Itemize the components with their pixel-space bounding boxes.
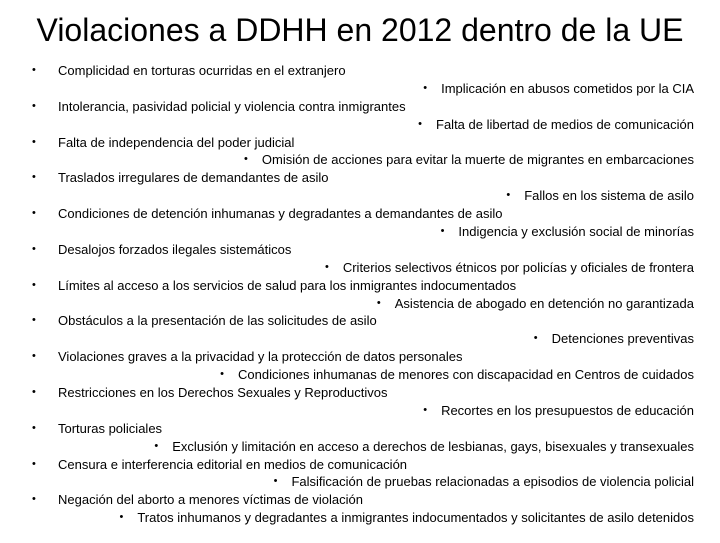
bullet-icon: • [32,242,36,255]
list-item [0,151,720,169]
list-item [0,384,720,402]
list-item [0,330,720,348]
bullet-icon: • [32,314,36,327]
bullet-icon: • [273,475,278,488]
list-item [0,473,720,491]
list-item-text: Condiciones de detención inhumanas y degradantes a demandantes de asilo [58,206,503,222]
list-item-text: Falta de independencia del poder judicial [58,134,295,150]
list-item [0,509,720,527]
list-item-text: Límites al acceso a los servicios de salud para los inmigrantes indocumentados [58,277,517,293]
list-item-text: Tratos inhumanos y degradantes a inmigrantes indocumentados y solicitantes de asilo detenidos [137,510,694,526]
bullet-icon: • [418,117,423,130]
bullet-icon: • [32,278,36,291]
list-item-text: Censura e interferencia editorial en medios de comunicación [58,456,408,472]
bullet-icon: • [440,225,445,238]
bullet-icon: • [506,189,511,202]
list-item [0,241,720,259]
list-item-text: Criterios selectivos étnicos por policías y oficiales de frontera [342,259,694,275]
list-item-text: Restricciones en los Derechos Sexuales y Reproductivos [58,385,388,401]
list-item-text: Condiciones inhumanas de menores con discapacidad en Centros de cuidados [237,367,694,383]
list-item-text: Desalojos forzados ilegales sistemáticos [58,241,292,257]
violations-list [0,62,720,527]
bullet-icon: • [220,368,224,381]
list-item [0,187,720,205]
list-item [0,98,720,116]
list-item-text: Falsificación de pruebas relacionadas a episodios de violencia policial [291,474,694,490]
list-item-text: Torturas policiales [58,420,163,436]
slide-title: Violaciones a DDHH en 2012 dentro de la UE [36,12,684,48]
bullet-icon: • [32,493,36,506]
list-item-text: Complicidad en torturas ocurridas en el extranjero [58,63,346,78]
list-item-text: Recortes en los presupuestos de educación [441,402,694,418]
bullet-icon: • [533,332,538,345]
list-item-text: Obstáculos a la presentación de las solicitudes de asilo [58,313,377,329]
list-item [0,402,720,420]
bullet-icon: • [32,207,36,220]
list-item [0,366,720,384]
bullet-icon: • [423,81,428,94]
list-item [0,456,720,474]
list-item-text: Falta de libertad de medios de comunicación [436,116,694,132]
list-item-text: Violaciones graves a la privacidad y la protección de datos personales [58,349,463,365]
bullet-icon: • [32,421,36,434]
list-item [0,277,720,295]
list-item-text: Detenciones preventivas [551,331,694,347]
list-item-text: Traslados irregulares de demandantes de asilo [58,170,329,186]
list-item [0,491,720,509]
bullet-icon: • [154,439,159,452]
list-item [0,259,720,277]
bullet-icon: • [32,350,36,363]
bullet-icon: • [32,135,36,148]
list-item [0,420,720,438]
bullet-icon: • [32,64,36,76]
list-item [0,134,720,152]
list-item [0,169,720,187]
list-item [0,223,720,241]
list-item [0,62,720,80]
list-item-text: Implicación en abusos cometidos por la CIA [441,80,694,96]
bullet-icon: • [423,403,428,416]
bullet-icon: • [244,153,248,166]
list-item-text: Negación del aborto a menores víctimas de violación [58,492,363,508]
list-item-text: Intolerancia, pasividad policial y violencia contra inmigrantes [58,98,406,114]
list-item [0,295,720,313]
list-item [0,80,720,98]
bullet-icon: • [119,511,124,524]
list-item-text: Asistencia de abogado en detención no garantizada [394,295,694,311]
list-item [0,116,720,134]
list-item [0,438,720,456]
list-item-text: Exclusión y limitación en acceso a derechos de lesbianas, gays, bisexuales y transexuales [172,438,694,454]
list-item [0,205,720,223]
bullet-icon: • [32,99,36,112]
list-item [0,348,720,366]
list-item [0,312,720,330]
list-item-text: Fallos en los sistema de asilo [524,188,694,204]
bullet-icon: • [32,386,36,399]
bullet-icon: • [376,296,381,309]
list-item-text: Indigencia y exclusión social de minorías [458,224,694,240]
bullet-icon: • [324,260,329,273]
bullet-icon: • [32,171,36,184]
bullet-icon: • [32,457,36,470]
list-item-text: Omisión de acciones para evitar la muerte de migrantes en embarcaciones [261,152,694,168]
